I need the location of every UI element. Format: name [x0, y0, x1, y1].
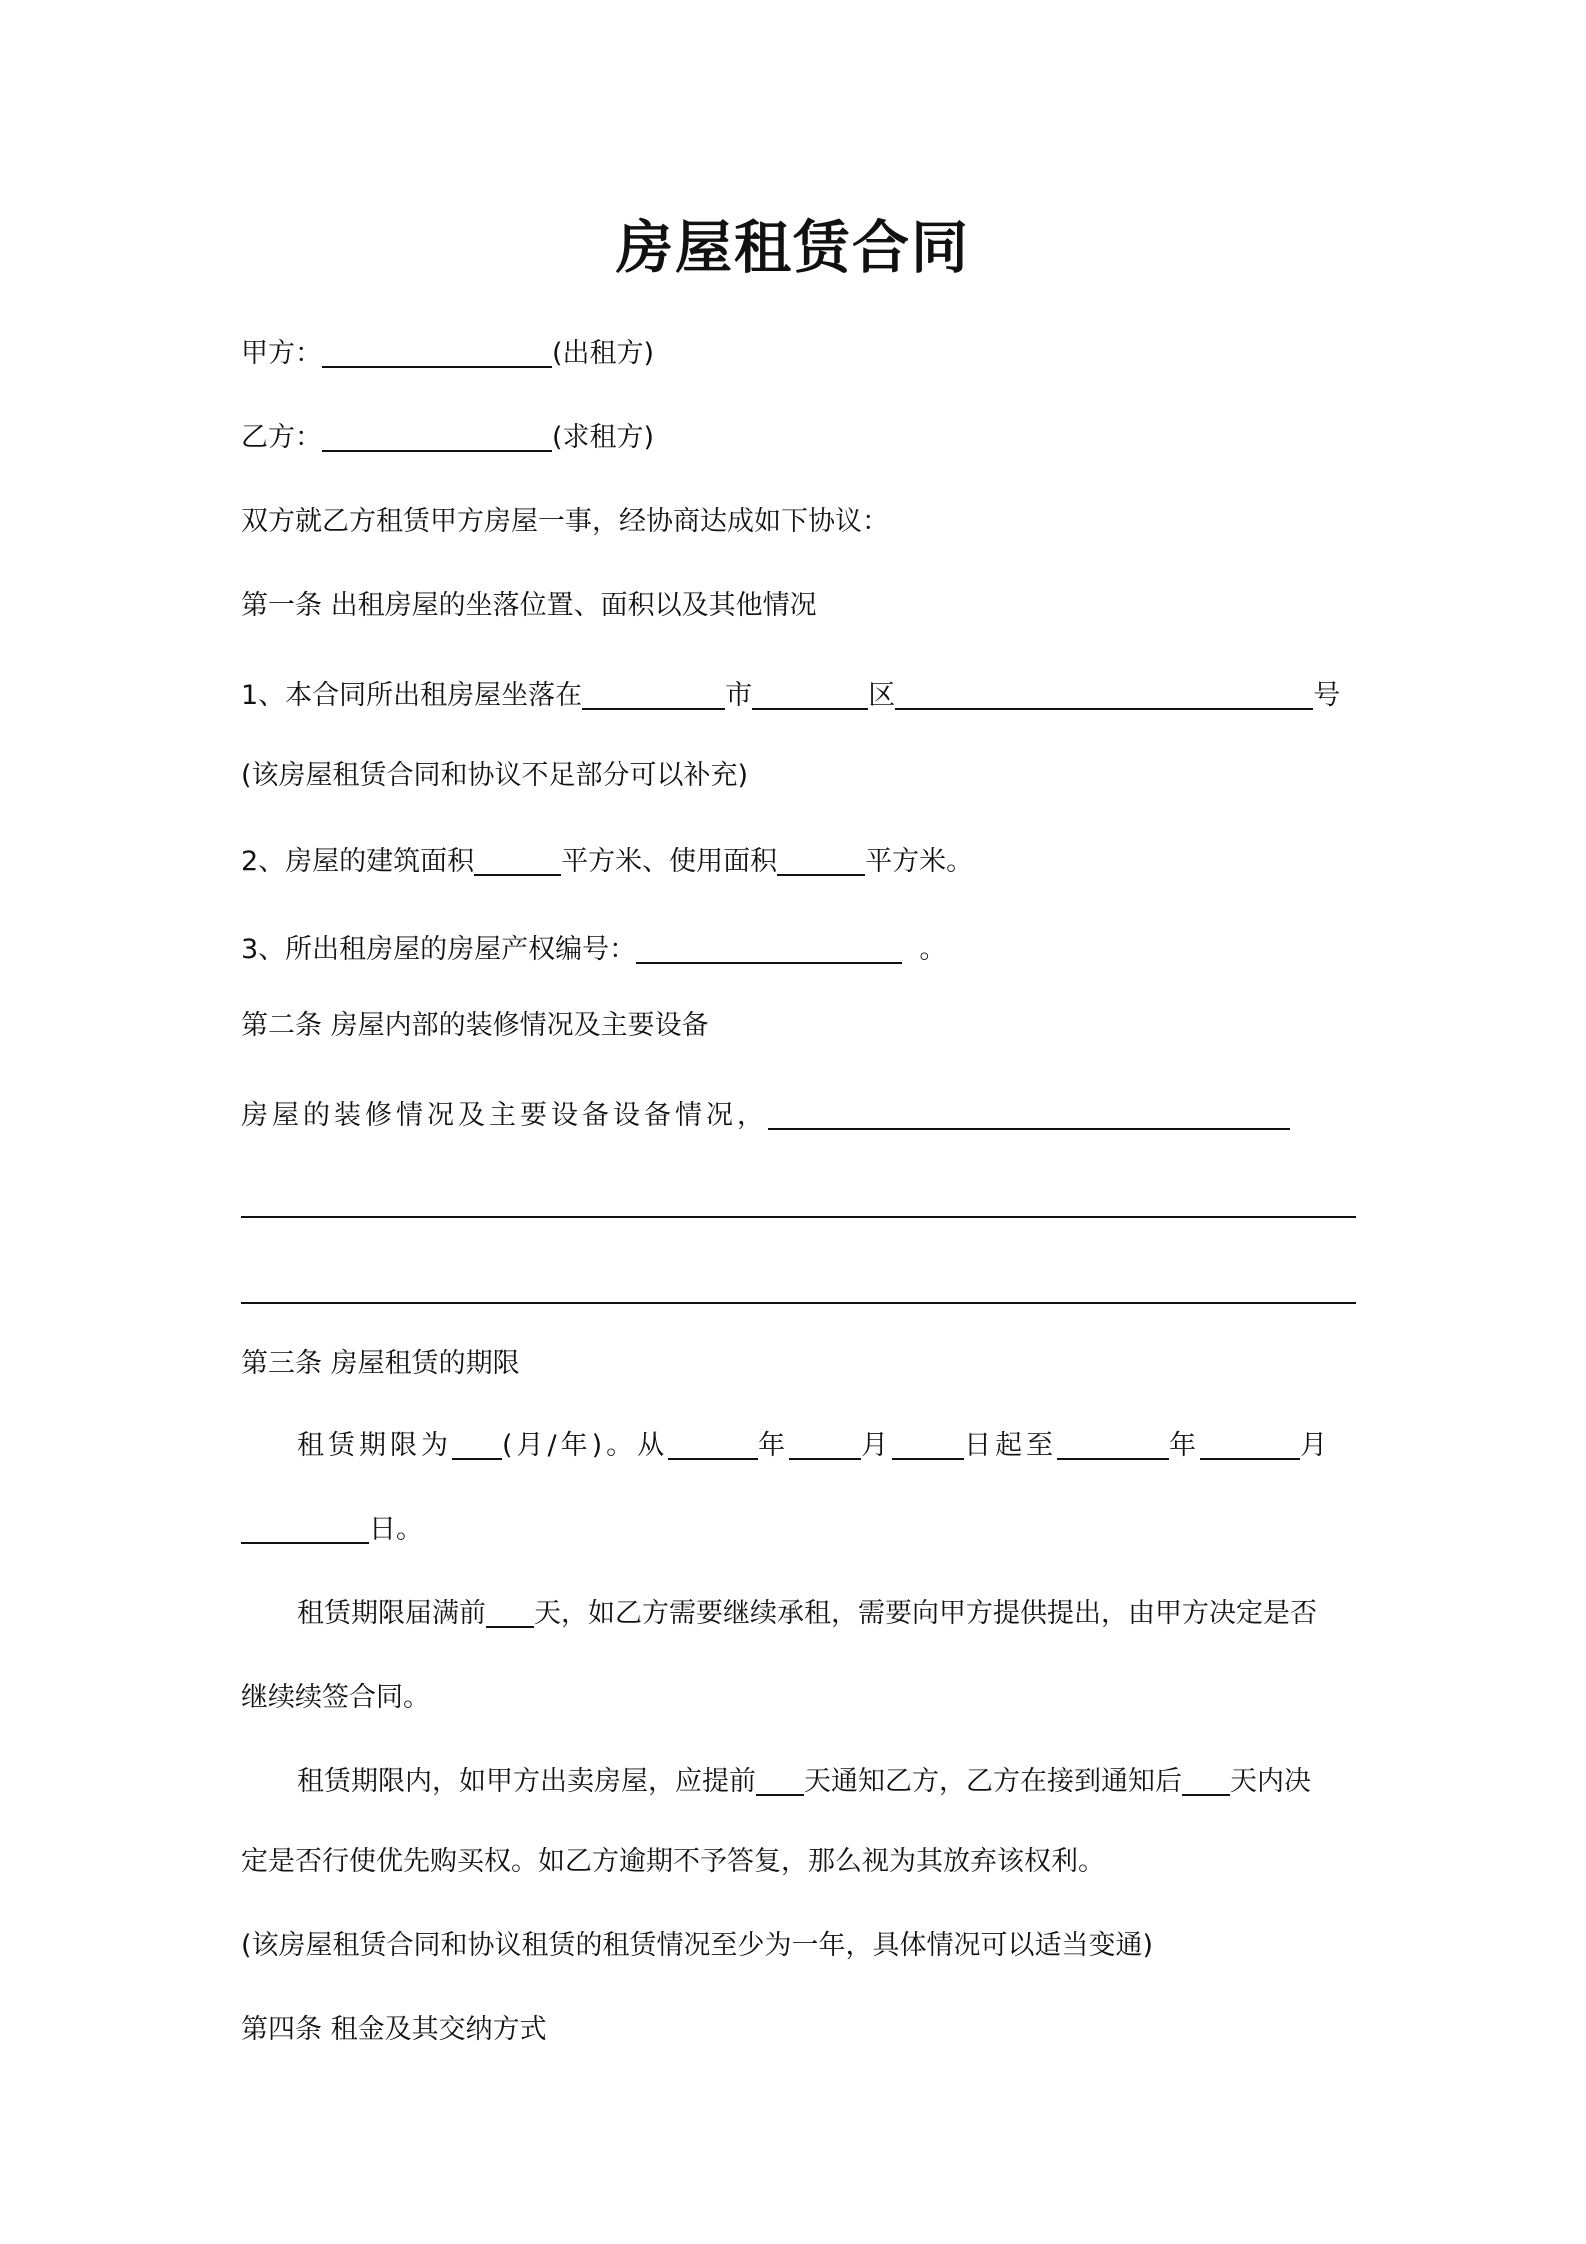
party-a-role: (出租方) — [552, 338, 655, 369]
article-4-heading: 第四条 租金及其交纳方式 — [241, 2014, 547, 2045]
art1-item3-text: 3、所出租房屋的房屋产权编号： — [241, 934, 637, 965]
art3-renew-line — [241, 1594, 1412, 1634]
equipment-blank-line-2[interactable] — [241, 1216, 1356, 1218]
property-number-blank[interactable] — [636, 932, 902, 964]
party-b-label: 乙方： — [241, 422, 322, 453]
intro-paragraph: 双方就乙方租赁甲方房屋一事，经协商达成如下协议： — [241, 506, 889, 537]
term-text: 租赁期限为 — [297, 1430, 452, 1461]
term-length-blank[interactable] — [452, 1428, 502, 1460]
end-year-blank[interactable] — [1057, 1428, 1169, 1460]
end-month-blank[interactable] — [1200, 1428, 1300, 1460]
equipment-blank-line-3[interactable] — [241, 1302, 1356, 1304]
sale-text: 租赁期限内，如甲方出卖房屋，应提前 — [297, 1766, 756, 1797]
city-blank[interactable] — [582, 678, 725, 710]
art1-item2-line — [241, 842, 1356, 882]
art3-renew-line-2: 继续续签合同。 — [241, 1682, 430, 1713]
year-label: 年 — [758, 1430, 790, 1461]
party-a-line — [241, 334, 1356, 374]
art1-item2-text-3: 平方米。 — [865, 846, 974, 877]
party-b-blank[interactable] — [322, 420, 552, 452]
art3-note: (该房屋租赁合同和协议租赁的租赁情况至少为一年，具体情况可以适当变通) — [241, 1930, 1154, 1961]
building-area-blank[interactable] — [474, 844, 561, 876]
month-label-2: 月 — [1300, 1430, 1332, 1461]
year-label-2: 年 — [1169, 1430, 1201, 1461]
start-month-blank[interactable] — [789, 1428, 861, 1460]
city-label: 市 — [725, 680, 753, 711]
sale-text-3: 天内决 — [1230, 1766, 1311, 1797]
art2-text: 房屋的装修情况及主要设备设备情况， — [241, 1100, 768, 1131]
start-day-blank[interactable] — [892, 1428, 964, 1460]
art1-note: (该房屋租赁合同和协议不足部分可以补充) — [241, 760, 749, 791]
start-year-blank[interactable] — [668, 1428, 758, 1460]
decision-days-blank[interactable] — [1182, 1764, 1230, 1796]
end-day-blank[interactable] — [241, 1512, 369, 1544]
art1-item3-end: 。 — [919, 934, 947, 965]
sale-text-2: 天通知乙方，乙方在接到通知后 — [804, 1766, 1182, 1797]
art1-item2-text-2: 平方米、使用面积 — [561, 846, 778, 877]
party-a-blank[interactable] — [322, 336, 552, 368]
renew-text: 租赁期限届满前 — [297, 1598, 486, 1629]
month-label: 月 — [861, 1430, 893, 1461]
day-from-label: 日起至 — [964, 1430, 1058, 1461]
address-blank[interactable] — [895, 678, 1313, 710]
art1-item1-line — [241, 676, 1356, 716]
party-a-label: 甲方： — [241, 338, 322, 369]
art3-term-line — [241, 1426, 1412, 1466]
art1-item2-text: 2、房屋的建筑面积 — [241, 846, 475, 877]
document-title: 房屋租赁合同 — [616, 215, 970, 281]
equipment-blank[interactable] — [768, 1098, 1290, 1130]
district-label: 区 — [868, 680, 896, 711]
art3-sale-line — [241, 1762, 1412, 1802]
art1-item1-text: 1、本合同所出租房屋坐落在 — [241, 680, 583, 711]
number-label: 号 — [1313, 680, 1341, 711]
party-b-role: (求租方) — [552, 422, 655, 453]
party-b-line — [241, 418, 1356, 458]
district-blank[interactable] — [752, 678, 868, 710]
art3-sale-line-2: 定是否行使优先购买权。如乙方逾期不予答复，那么视为其放弃该权利。 — [241, 1846, 1105, 1877]
renew-text-2: 天，如乙方需要继续承租，需要向甲方提供提出，由甲方决定是否 — [534, 1598, 1317, 1629]
art1-item3-line — [241, 930, 1356, 970]
art2-text-line — [241, 1096, 1356, 1136]
art3-term-line-2 — [241, 1510, 1356, 1550]
article-2-heading: 第二条 房屋内部的装修情况及主要设备 — [241, 1010, 709, 1041]
term-text-2: (月/年)。从 — [502, 1430, 669, 1461]
article-3-heading: 第三条 房屋租赁的期限 — [241, 1348, 520, 1379]
renew-days-blank[interactable] — [486, 1596, 534, 1628]
article-1-heading: 第一条 出租房屋的坐落位置、面积以及其他情况 — [241, 590, 817, 621]
usable-area-blank[interactable] — [777, 844, 865, 876]
notice-days-blank[interactable] — [756, 1764, 804, 1796]
day-end-label: 日。 — [369, 1514, 423, 1545]
